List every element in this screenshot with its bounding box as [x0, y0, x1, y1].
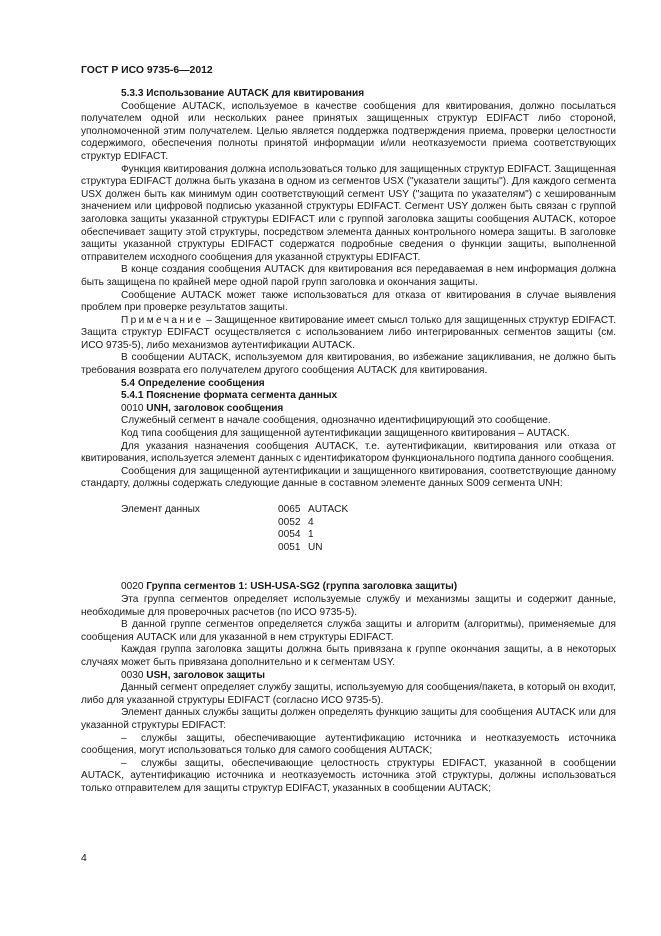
paragraph: В конце создания сообщения AUTACK для квитирования вся передаваемая в нем информация должна быть защищена по крайней мере одной парой групп заголовка и окончания защиты.: [81, 264, 616, 288]
page-number: 4: [81, 853, 87, 864]
section-title-5-4: 5.4 Определение сообщения: [121, 377, 265, 389]
paragraph: Эта группа сегментов определяет используемые службу и механизмы защиты и содержит данные, необходимые для проверочных расчетов (по ИСО 9735-5).: [81, 593, 616, 618]
segment-code: 0020: [121, 581, 144, 593]
paragraph: В сообщении AUTACK, используемом для квитирования, во избежание зацикливания, не должно быть требования возврата его получателем другого сообщения AUTACK для квитирования.: [81, 352, 616, 377]
paragraph: Каждая группа заголовка защиты должна быть привязана к группе окончания защиты, а в некоторых случаях может быть привязана дополнительно и к сегментам USY.: [81, 644, 616, 668]
segment-code: 0030: [121, 669, 144, 681]
section-title-5-4-1: 5.4.1 Пояснение формата сегмента данных: [121, 390, 338, 402]
note-label: Примечание: [121, 314, 204, 326]
segment-title: UNH, заголовок сообщения: [146, 402, 284, 414]
table-row: [121, 542, 348, 555]
section-title-5-3-3: 5.3.3 Использование AUTACK для квитирования: [121, 88, 365, 99]
paragraph: Сообщение AUTACK, используемое в качестве сообщения для квитирования, должно посылаться получателем одной или нескольких ранее принятых защищенных структур EDIFACT либо стороной, уполномоченной этим получателем. Целью является поддержка подтверждения приема, проверки целостности содержимого, обеспечения полноты принятой информации и/или неотказуемости приема соответствующих структур EDIFACT.: [81, 100, 616, 162]
segment-heading-group1: [81, 581, 616, 594]
paragraph: В данной группе сегментов определяется служба защиты и алгоритм (алгоритмы), применяемые для сообщения AUTACK или для указанной в нем структуры EDIFACT.: [81, 619, 616, 643]
segment-heading-unh: [81, 403, 616, 416]
table-row: [121, 529, 348, 542]
table-cell-code: 0065: [278, 504, 301, 515]
segment-title: Группа сегментов 1: USH-USA-SG2 (группа заголовка защиты): [146, 581, 458, 593]
dash-bullet: –: [121, 757, 127, 769]
paragraph: Сообщения для защищенной аутентификации и защищенного квитирования, соответствующие данному стандарту, должны содержать следующие данные в составном элементе данных S009 сегмента UNH:: [81, 465, 616, 490]
segment-heading-ush: [81, 670, 616, 683]
data-element-table: [121, 504, 348, 554]
table-cell-value: UN: [308, 541, 323, 553]
table-cell-code: 0051: [278, 541, 301, 553]
paragraph: Код типа сообщения для защищенной аутентификации защищенного квитирования – AUTACK.: [121, 428, 570, 440]
note-paragraph: [81, 315, 616, 353]
page-body: [81, 65, 616, 795]
list-item-text: службы защиты, обеспечивающие аутентификацию источника и неотказуемость источника сообщения, могут использоваться только для самого сообщения AUTACK;: [81, 732, 616, 757]
document-header: ГОСТ Р ИСО 9735-6—2012: [81, 65, 213, 76]
table-row: [121, 504, 348, 517]
list-item: [81, 733, 616, 758]
list-item-text: службы защиты, обеспечивающие целостность структуры EDIFACT, указанной в сообщении AUTACK, аутентификацию источника и неотказуемость источника этой структуры, должны использоваться только отправителем для защиты структур EDIFACT, указанных в сообщении AUTACK;: [81, 757, 616, 794]
paragraph: Служебный сегмент в начале сообщения, однозначно идентифицирующий это сообщение.: [121, 415, 551, 427]
table-cell-code: 0052: [278, 516, 301, 528]
table-cell-value: AUTACK: [308, 504, 349, 515]
table-label: Элемент данных: [121, 504, 200, 515]
paragraph: Сообщение AUTACK может также использоваться для отказа от квитирования в случае выявления проблем при проверке результатов защиты.: [81, 289, 616, 314]
list-item: [81, 758, 616, 796]
table-row: [121, 517, 348, 530]
dash-bullet: –: [121, 732, 127, 744]
segment-code: 0010: [121, 402, 144, 414]
note-text: – Защищенное квитирование имеет смысл только для защищенных структур EDIFACT. Защита структур EDIFACT осуществляется с использованием либо интегрированных сегментов защиты (см. ИСО 9735-5), либо механизмов аутентификации AUTACK.: [81, 314, 617, 351]
table-cell-value: 4: [308, 516, 314, 528]
segment-title: USH, заголовок защиты: [146, 669, 266, 681]
paragraph: Для указания назначения сообщения AUTACK, т.е. аутентификации, квитирования или отказа от квитирования, используется элемент данных с идентификатором функционального подтипа данного сообщения.: [81, 440, 616, 465]
table-cell-code: 0054: [278, 529, 301, 541]
paragraph: Данный сегмент определяет службу защиты, используемую для сообщения/пакета, в который он входит, либо для указанной структуры EDIFACT (согласно ИСО 9735-5).: [81, 682, 616, 706]
paragraph: Элемент данных службы защиты должен определять функцию защиты для сообщения AUTACK или для указанной структуры EDIFACT:: [81, 707, 616, 731]
paragraph: Функция квитирования должна использоваться только для защищенных структур EDIFACT. Защищенная структура EDIFACT должна быть указана в одном из сегментов USX ("указатели защиты"). Для каждого сегмента USX должен быть как минимум один соответствующий сегмент USY ("защита по указателям") с хешированным значением или цифровой подписью указанной структуры EDIFACT. Сегмент USY должен быть связан с группой заголовка защиты указанной структуры EDIFACT или с группой заголовка защиты сообщения AUTACK, которое обеспечивает защиту этой структуры, посредством элемента данных контрольного номера защиты. В заголовке защиты указанной структуры EDIFACT содержатся подробные сведения о функции защиты, выполненной отправителем исходного сообщения для указанной структуры EDIFACT.: [81, 163, 616, 263]
table-cell-value: 1: [308, 529, 314, 541]
